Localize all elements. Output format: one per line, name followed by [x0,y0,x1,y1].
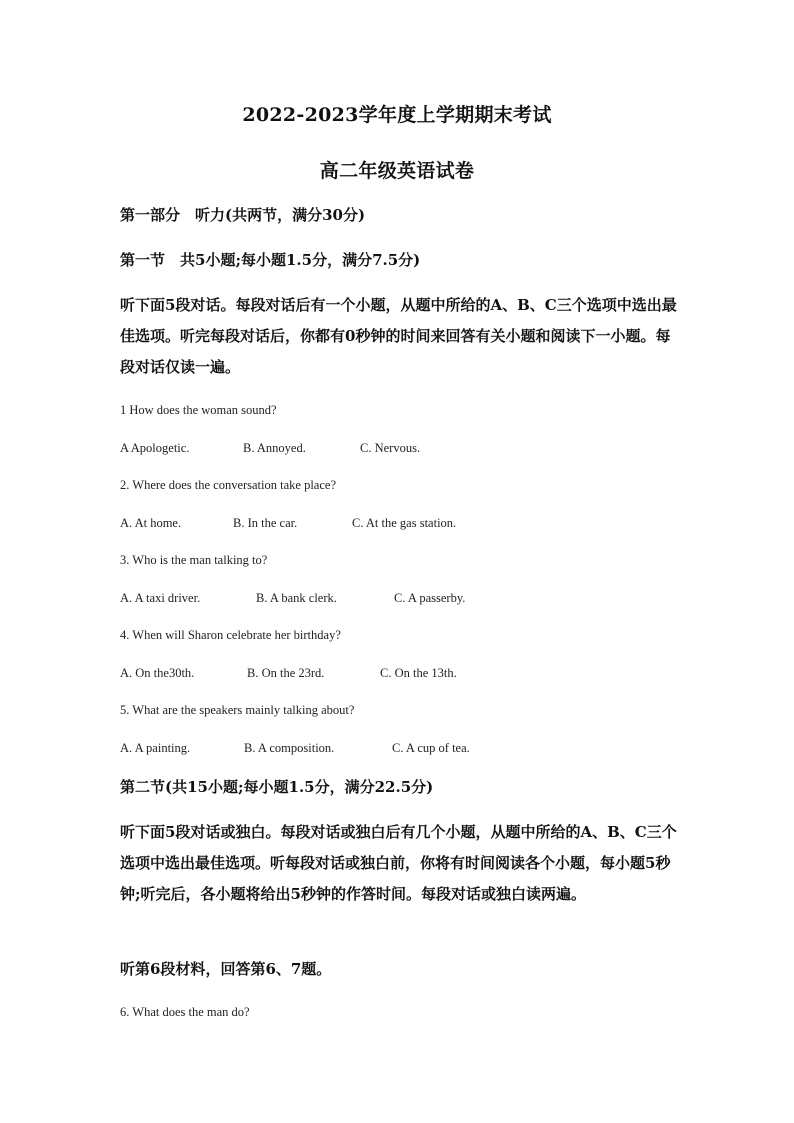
option-b: B. In the car. [233,516,298,530]
question-3-stem: 3. Who is the man talking to? [120,553,268,567]
question-4-stem: 4. When will Sharon celebrate her birthday? [120,628,341,642]
question-6-stem: 6. What does the man do? [120,1005,250,1019]
question-2-stem: 2. Where does the conversation take place? [120,478,336,492]
question-4-options [120,665,680,681]
option-b: B. Annoyed. [243,441,306,455]
option-c: C. Nervous. [360,441,421,455]
question-5-stem: 5. What are the speakers mainly talking about? [120,703,355,717]
option-c: C. At the gas station. [352,516,457,530]
option-b: B. On the 23rd. [247,666,325,680]
option-c: C. A cup of tea. [392,741,470,755]
exam-title: 2022-2023学年度上学期期末考试 [242,104,552,126]
question-1-options [120,440,680,456]
section2-instructions: 听下面5段对话或独白。每段对话或独白后有几个小题，从题中所给的A、B、C三个选项中选出最佳选项。听每段对话或独白前，你将有时间阅读各个小题，每小题5秒钟;听完后，各小题将给出5秒钟的作答时间。每段对话或独白读两遍。 [120,823,677,903]
option-a: A. On the30th. [120,666,195,680]
question-2-options [120,515,680,531]
question-5-options [120,740,680,756]
section1-heading: 第一节 共5小题;每小题1.5分，满分7.5分) [120,251,421,269]
question-1-stem: 1 How does the woman sound? [120,403,277,417]
option-a: A. A taxi driver. [120,591,201,605]
question-3-options [120,590,680,606]
exam-subtitle: 高二年级英语试卷 [319,160,475,182]
option-c: C. On the 13th. [380,666,457,680]
option-c: C. A passerby. [394,591,466,605]
option-a: A. At home. [120,516,182,530]
material-6-heading: 听第6段材料，回答第6、7题。 [120,960,332,978]
part1-heading: 第一部分 听力(共两节，满分30分) [120,206,366,224]
option-a: A Apologetic. [120,441,190,455]
option-b: B. A composition. [244,741,335,755]
option-b: B. A bank clerk. [256,591,337,605]
section2-heading: 第二节(共15小题;每小题1.5分，满分22.5分) [120,778,434,796]
section1-instructions: 听下面5段对话。每段对话后有一个小题，从题中所给的A、B、C三个选项中选出最佳选项。听完每段对话后，你都有0秒钟的时间来回答有关小题和阅读下一小题。每段对话仅读一遍。 [120,296,677,376]
option-a: A. A painting. [120,741,191,755]
